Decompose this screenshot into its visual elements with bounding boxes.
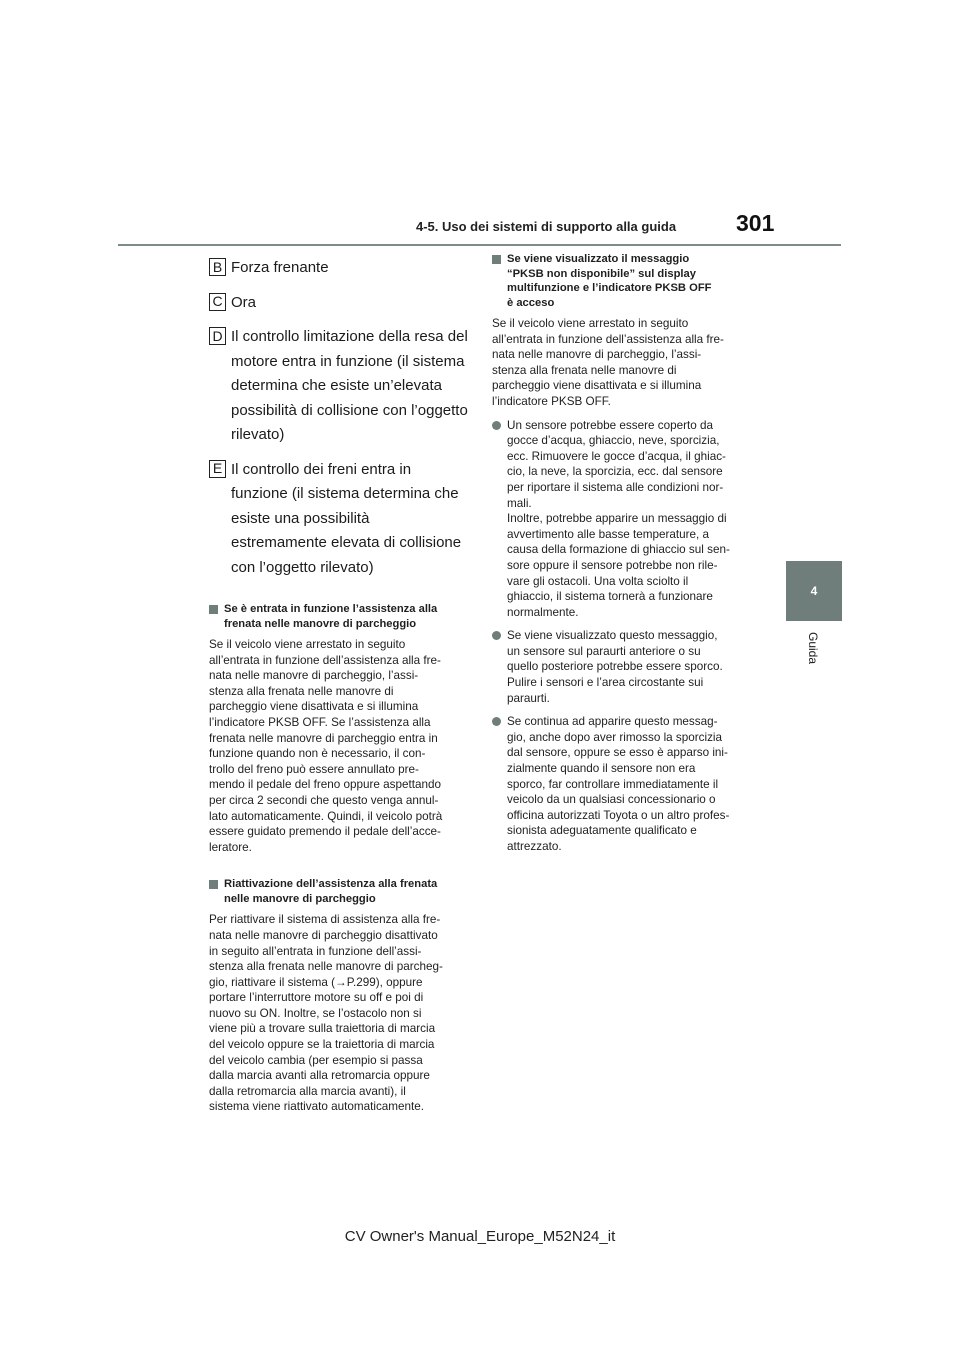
section-body: Se il veicolo viene arrestato in seguito all’entrata in funzione dell’assistenza alla fre- nata nelle manovre di parcheggio, l’assi- stenza alla frenata nelle manovre di parcheggio viene disattivata e si illumina l’indicatore PKSB OFF. Se l’assistenza alla frenata nelle manovre di parcheggio entra in funzione quando non è necessario, il con- trollo del freno può essere annullato pre- mendo il pedale del freno oppure aspettando per circa 2 secondi che questo venga annul- lato automaticamente. Quindi, il veicolo potrà essere guidato premendo il pedale dell’acce- leratore. [209,638,443,854]
bullet-item [492,418,754,621]
section-heading [209,602,469,631]
chapter-label: Guida [806,632,820,665]
bullet-text: Un sensore potrebbe essere coperto da gocce d’acqua, ghiaccio, neve, sporcizia, ecc. Rimuovere le gocce d’acqua, il ghiac- cio, la neve, la sporcizia, ecc. dal sensore per riportare il sistema alle condizioni nor- mali. Inoltre, potrebbe apparire un messaggio di avvertimento alle basse temperature, a causa della formazione di ghiaccio sul sen- sore oppure il sensore potrebbe non rile- vare gli ostacoli. Una volta sciolto il ghiaccio, il sistema tornerà a funzionare normalmente. [507,418,730,619]
right-column [492,252,754,855]
chapter-tab[interactable] [786,561,842,621]
circle-bullet-icon [492,631,501,640]
heading-text: Riattivazione dell’assistenza alla frenata nelle manovre di parcheggio [224,878,438,905]
circle-bullet-icon [492,717,501,726]
section-heading [209,877,469,906]
label-letter-box: E [209,460,226,478]
label-letter-box: B [209,258,226,276]
section-body: Per riattivare il sistema di assistenza alla fre- nata nelle manovre di parcheggio disattivato in seguito all’entrata in funzione dell’assi- stenza alla frenata nelle manovre di parcheg- gio, riattivare il sistema (→P.299), oppure portare l’interruttore motore su off e poi di nuovo su ON. Inoltre, se l’ostacolo non si viene più a trovare sulla traiettoria di marcia del veicolo oppure se la traiettoria di marcia del veicolo cambia (per esempio si passa dalla marcia avanti alla retromarcia oppure dalla retromarcia alla marcia avanti), il sistema viene riattivato automaticamente. [209,913,443,1114]
bullet-item [492,714,754,854]
section-title: 4-5. Uso dei sistemi di supporto alla guida [416,219,677,234]
label-letter-box: C [209,293,226,311]
footer-text: CV Owner's Manual_Europe_M52N24_it [344,1228,616,1245]
left-column [209,256,469,1115]
label-text: Il controllo dei freni entra in funzione (il sistema determina che esiste una possibilità estremamente elevata di collisione con l’oggetto rilevato) [231,460,462,576]
label-text: Forza frenante [231,259,329,276]
label-text: Ora [231,293,257,311]
section-body: Se il veicolo viene arrestato in seguito all’entrata in funzione dell’assistenza alla fre- nata nelle manovre di parcheggio, l’assi- stenza alla frenata nelle manovre di parcheggio viene disattivata e si illumina l’indicatore PKSB OFF. [492,317,724,408]
bullet-text: Se continua ad apparire questo messag- gio, anche dopo aver rimosso la sporcizia dal sensore, oppure se esso è apparso ini- zialmente quando il sensore non era sporco, far controllare immediatamente il veicolo da un qualsiasi concessionario o officina autorizzati Toyota o un altro profes- sionista adeguatamente qualificato e attrezzato. [507,715,730,853]
square-bullet-icon [209,605,218,614]
page-number: 301 [736,210,775,236]
bullet-item [492,628,754,706]
bullet-text: Se viene visualizzato questo messaggio, un sensore sul paraurti anteriore o su quello posteriore potrebbe essere sporco. Pulire i sensori e l’area circostante sui paraurti. [507,629,723,705]
chapter-number: 4 [810,584,818,598]
header-divider [118,244,841,246]
label-item-b [209,256,469,281]
section-heading [492,252,754,310]
square-bullet-icon [492,255,501,264]
label-item-c [209,291,469,316]
heading-text: Se è entrata in funzione l’assistenza alla frenata nelle manovre di parcheggio [224,603,438,630]
square-bullet-icon [209,880,218,889]
label-item-e [209,458,469,581]
label-letter-box: D [209,327,226,345]
heading-text: Se viene visualizzato il messaggio “PKSB non disponibile” sul display multifunzione e l’indicatore PKSB OFF è acceso [507,253,712,309]
label-item-d [209,325,469,448]
label-text: Il controllo limitazione della resa del motore entra in funzione (il sistema determina che esiste un’elevata possibilità di collisione con l’oggetto rilevato) [231,328,468,443]
circle-bullet-icon [492,421,501,430]
